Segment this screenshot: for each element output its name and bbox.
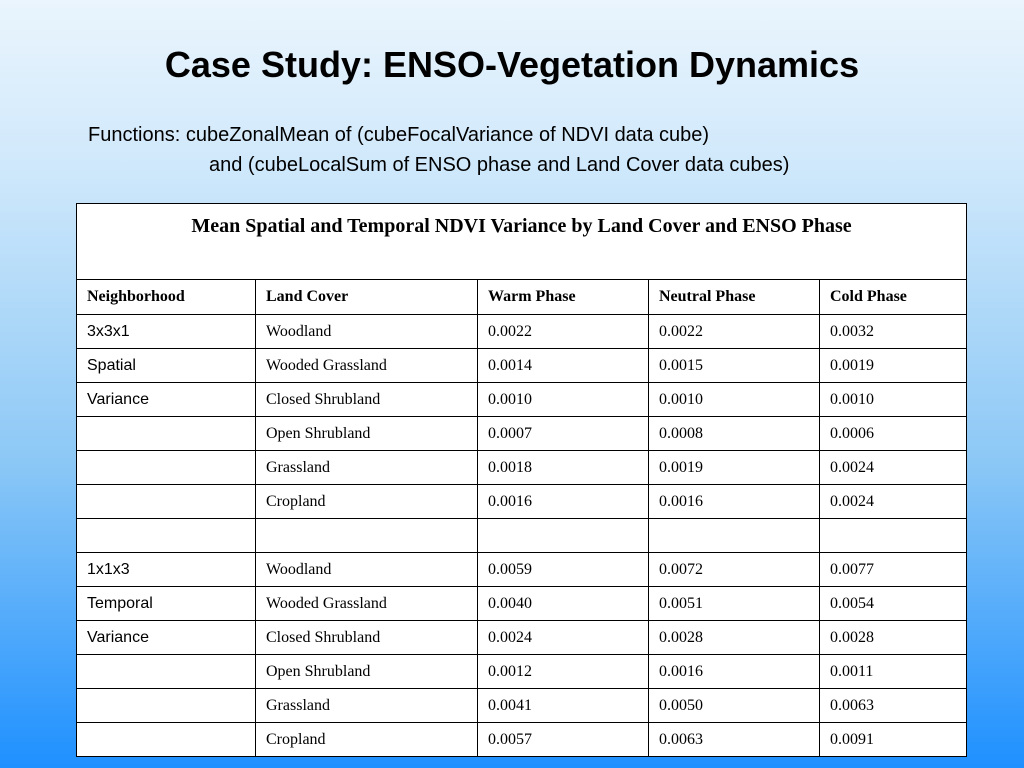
header-neighborhood: Neighborhood — [77, 280, 256, 315]
table-row — [77, 349, 967, 383]
cell-cold-phase: 0.0019 — [820, 349, 967, 383]
cell-cold-phase: 0.0028 — [820, 621, 967, 655]
table-row — [77, 485, 967, 519]
table-header-row — [77, 280, 967, 315]
cell-neutral-phase: 0.0008 — [649, 417, 820, 451]
cell-neutral-phase: 0.0016 — [649, 655, 820, 689]
table-body — [77, 315, 967, 757]
functions-text — [88, 120, 789, 180]
cell-neutral-phase: 0.0050 — [649, 689, 820, 723]
cell-warm-phase: 0.0024 — [478, 621, 649, 655]
cell-neutral-phase: 0.0063 — [649, 723, 820, 757]
cell-neighborhood: 1x1x3 — [77, 553, 256, 587]
cell-neighborhood — [77, 485, 256, 519]
cell-neutral-phase: 0.0019 — [649, 451, 820, 485]
cell-cold-phase: 0.0054 — [820, 587, 967, 621]
cell-land-cover: Closed Shrubland — [256, 621, 478, 655]
cell-land-cover: Grassland — [256, 451, 478, 485]
cell-land-cover: Cropland — [256, 485, 478, 519]
cell-cold-phase — [820, 519, 967, 553]
cell-neighborhood — [77, 451, 256, 485]
cell-neutral-phase: 0.0010 — [649, 383, 820, 417]
cell-neighborhood: Temporal — [77, 587, 256, 621]
table-row — [77, 621, 967, 655]
table-caption-row — [77, 204, 967, 280]
header-neutral-phase: Neutral Phase — [649, 280, 820, 315]
cell-warm-phase: 0.0007 — [478, 417, 649, 451]
cell-land-cover: Wooded Grassland — [256, 349, 478, 383]
cell-neutral-phase — [649, 519, 820, 553]
cell-warm-phase: 0.0041 — [478, 689, 649, 723]
cell-cold-phase: 0.0032 — [820, 315, 967, 349]
cell-land-cover: Cropland — [256, 723, 478, 757]
header-land-cover: Land Cover — [256, 280, 478, 315]
cell-neutral-phase: 0.0072 — [649, 553, 820, 587]
cell-neighborhood: Variance — [77, 621, 256, 655]
cell-neighborhood — [77, 519, 256, 553]
table-row — [77, 587, 967, 621]
cell-neutral-phase: 0.0051 — [649, 587, 820, 621]
cell-warm-phase: 0.0016 — [478, 485, 649, 519]
table-row — [77, 519, 967, 553]
table-row — [77, 383, 967, 417]
cell-neighborhood — [77, 417, 256, 451]
cell-neutral-phase: 0.0022 — [649, 315, 820, 349]
cell-cold-phase: 0.0024 — [820, 451, 967, 485]
cell-cold-phase: 0.0077 — [820, 553, 967, 587]
cell-neighborhood: Variance — [77, 383, 256, 417]
slide-title: Case Study: ENSO-Vegetation Dynamics — [164, 44, 860, 85]
cell-neighborhood — [77, 655, 256, 689]
table-row — [77, 723, 967, 757]
cell-warm-phase: 0.0014 — [478, 349, 649, 383]
cell-warm-phase: 0.0022 — [478, 315, 649, 349]
cell-land-cover: Open Shrubland — [256, 417, 478, 451]
cell-land-cover: Grassland — [256, 689, 478, 723]
cell-cold-phase: 0.0006 — [820, 417, 967, 451]
cell-cold-phase: 0.0011 — [820, 655, 967, 689]
cell-neighborhood: 3x3x1 — [77, 315, 256, 349]
cell-cold-phase: 0.0024 — [820, 485, 967, 519]
cell-warm-phase: 0.0012 — [478, 655, 649, 689]
cell-land-cover: Open Shrubland — [256, 655, 478, 689]
table-row — [77, 417, 967, 451]
cell-neighborhood — [77, 723, 256, 757]
cell-warm-phase: 0.0040 — [478, 587, 649, 621]
table-row — [77, 315, 967, 349]
cell-warm-phase: 0.0057 — [478, 723, 649, 757]
variance-table-container — [76, 203, 966, 757]
cell-neighborhood: Spatial — [77, 349, 256, 383]
header-cold-phase: Cold Phase — [820, 280, 967, 315]
cell-warm-phase — [478, 519, 649, 553]
functions-line-2: and (cubeLocalSum of ENSO phase and Land Cover data cubes) — [209, 154, 790, 176]
table-row — [77, 655, 967, 689]
cell-land-cover: Woodland — [256, 553, 478, 587]
cell-cold-phase: 0.0091 — [820, 723, 967, 757]
cell-warm-phase: 0.0059 — [478, 553, 649, 587]
cell-cold-phase: 0.0063 — [820, 689, 967, 723]
table-row — [77, 689, 967, 723]
cell-neighborhood — [77, 689, 256, 723]
variance-table — [76, 203, 967, 757]
cell-land-cover: Wooded Grassland — [256, 587, 478, 621]
cell-neutral-phase: 0.0028 — [649, 621, 820, 655]
table-row — [77, 451, 967, 485]
cell-neutral-phase: 0.0015 — [649, 349, 820, 383]
cell-land-cover: Woodland — [256, 315, 478, 349]
cell-cold-phase: 0.0010 — [820, 383, 967, 417]
cell-warm-phase: 0.0018 — [478, 451, 649, 485]
header-warm-phase: Warm Phase — [478, 280, 649, 315]
cell-warm-phase: 0.0010 — [478, 383, 649, 417]
cell-land-cover: Closed Shrubland — [256, 383, 478, 417]
cell-land-cover — [256, 519, 478, 553]
functions-line-1: Functions: cubeZonalMean of (cubeFocalVariance of NDVI data cube) — [88, 124, 710, 146]
cell-neutral-phase: 0.0016 — [649, 485, 820, 519]
table-row — [77, 553, 967, 587]
table-caption: Mean Spatial and Temporal NDVI Variance by Land Cover and ENSO Phase — [77, 204, 967, 280]
